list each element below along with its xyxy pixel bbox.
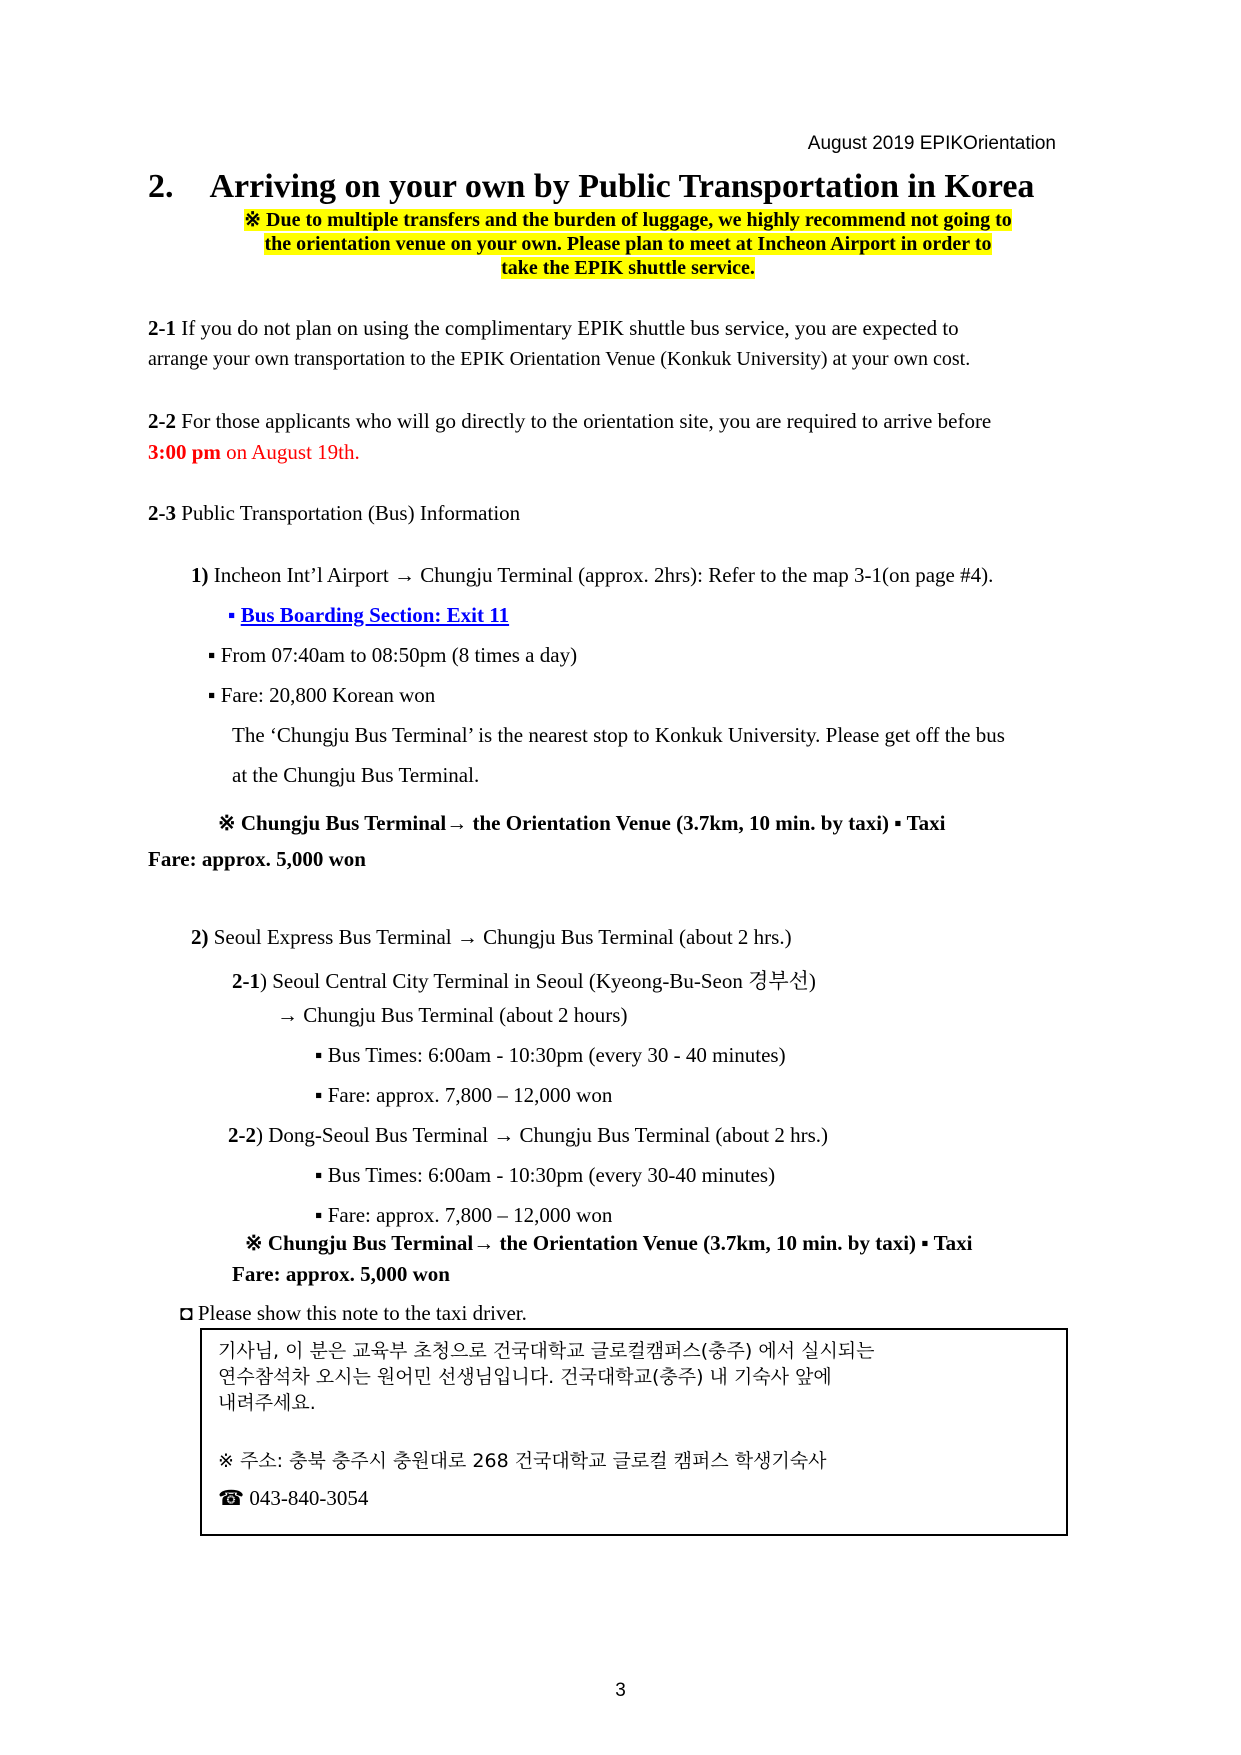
taxi-driver-note-box — [200, 1328, 1068, 1536]
section-title: Arriving on your own by Public Transportation in Korea — [209, 168, 1035, 205]
route-2-1-heading — [232, 965, 816, 995]
highlighted-notice — [148, 208, 1108, 280]
korean-note-line-3: 내려주세요. — [218, 1392, 316, 1414]
paragraph-2-2-line-1 — [148, 409, 991, 434]
route-number: 2) — [191, 925, 209, 949]
route-2-taxi-line-1: ※ Chungju Bus Terminal→ the Orientation Venue (3.7km, 10 min. by taxi) ▪ Taxi — [245, 1231, 973, 1255]
paragraph-label: 2-1 — [148, 316, 176, 340]
route-2-heading — [191, 925, 792, 950]
sub-route-label: 2-1 — [232, 969, 260, 993]
paragraph-label: 2-2 — [148, 409, 176, 433]
arrival-time: 3:00 pm — [148, 440, 221, 464]
notice-line-2: the orientation venue on your own. Please plan to meet at Incheon Airport in order to — [264, 233, 992, 255]
route-1-note-line-2: at the Chungju Bus Terminal. — [232, 763, 480, 787]
korean-note-line-1: 기사님, 이 분은 교육부 초청으로 건국대학교 글로컬캠퍼스(충주) 에서 실시되는 — [218, 1340, 875, 1362]
page-number: 3 — [615, 1680, 626, 1701]
route-2-1-times: ▪ Bus Times: 6:00am - 10:30pm (every 30 - 40 minutes) — [315, 1043, 786, 1067]
route-number: 1) — [191, 563, 209, 587]
route-1-taxi-line-1: ※ Chungju Bus Terminal→ the Orientation Venue (3.7km, 10 min. by taxi) ▪ Taxi — [218, 811, 946, 835]
boarding-section — [228, 603, 509, 628]
paragraph-text: Public Transportation (Bus) Information — [176, 501, 521, 525]
bullet: ▪ — [228, 603, 241, 627]
route-2-2-heading — [228, 1123, 828, 1148]
korean-note-line-2: 연수참석차 오시는 원어민 선생님입니다. 건국대학교(충주) 내 기숙사 앞에 — [218, 1366, 832, 1388]
section-number: 2. — [148, 168, 174, 205]
sub-route-label: 2-2 — [228, 1123, 256, 1147]
route-1-schedule: ▪ From 07:40am to 08:50pm (8 times a day) — [208, 643, 578, 667]
dormitory-address: ※ 주소: 충북 충주시 충원대로 268 건국대학교 글로컬 캠퍼스 학생기숙사 — [218, 1450, 827, 1472]
notice-line-3: take the EPIK shuttle service. — [501, 257, 755, 279]
sub-route-text: ) Seoul Central City Terminal in Seoul (Kyeong-Bu-Seon 경부선) — [260, 969, 816, 993]
route-1-heading — [191, 563, 993, 588]
route-text: Incheon Int’l Airport → Chungju Terminal (approx. 2hrs): Refer to the map 3-1(on page #4). — [208, 563, 994, 587]
paragraph-text: If you do not plan on using the complimentary EPIK shuttle bus service, you are expected to — [176, 316, 959, 340]
route-2-2-fare: ▪ Fare: approx. 7,800 – 12,000 won — [315, 1203, 613, 1227]
section-heading — [148, 168, 1034, 206]
paragraph-2-3 — [148, 501, 520, 526]
bus-boarding-link[interactable]: Bus Boarding Section: Exit 11 — [240, 603, 510, 627]
route-2-1-destination: → Chungju Bus Terminal (about 2 hours) — [277, 1003, 628, 1027]
paragraph-text: For those applicants who will go directly to the orientation site, you are required to arrive before — [176, 409, 992, 433]
sub-route-text: ) Dong-Seoul Bus Terminal → Chungju Bus Terminal (about 2 hrs.) — [256, 1123, 828, 1147]
route-1-fare: ▪ Fare: 20,800 Korean won — [208, 683, 436, 707]
route-2-2-times: ▪ Bus Times: 6:00am - 10:30pm (every 30-40 minutes) — [315, 1163, 776, 1187]
contact-phone: ☎ 043-840-3054 — [218, 1486, 369, 1510]
route-2-1-fare: ▪ Fare: approx. 7,800 – 12,000 won — [315, 1083, 613, 1107]
paragraph-2-1-line-2: arrange your own transportation to the EPIK Orientation Venue (Konkuk University) at your own cost. — [148, 348, 971, 370]
route-2-taxi-line-2: Fare: approx. 5,000 won — [232, 1262, 450, 1286]
arrival-date: on August 19th. — [220, 440, 360, 464]
running-header: August 2019 EPIKOrientation — [807, 133, 1056, 154]
taxi-note-label: ◘ Please show this note to the taxi driver. — [180, 1301, 527, 1325]
paragraph-label: 2-3 — [148, 501, 176, 525]
paragraph-2-1-line-1 — [148, 316, 959, 341]
route-1-taxi-line-2: Fare: approx. 5,000 won — [148, 847, 366, 871]
notice-line-1: ※ Due to multiple transfers and the burden of luggage, we highly recommend not going to — [244, 209, 1012, 231]
route-1-note-line-1: The ‘Chungju Bus Terminal’ is the nearest stop to Konkuk University. Please get off the bus — [232, 723, 1005, 747]
paragraph-2-2-line-2 — [148, 440, 360, 465]
route-text: Seoul Express Bus Terminal → Chungju Bus Terminal (about 2 hrs.) — [208, 925, 792, 949]
